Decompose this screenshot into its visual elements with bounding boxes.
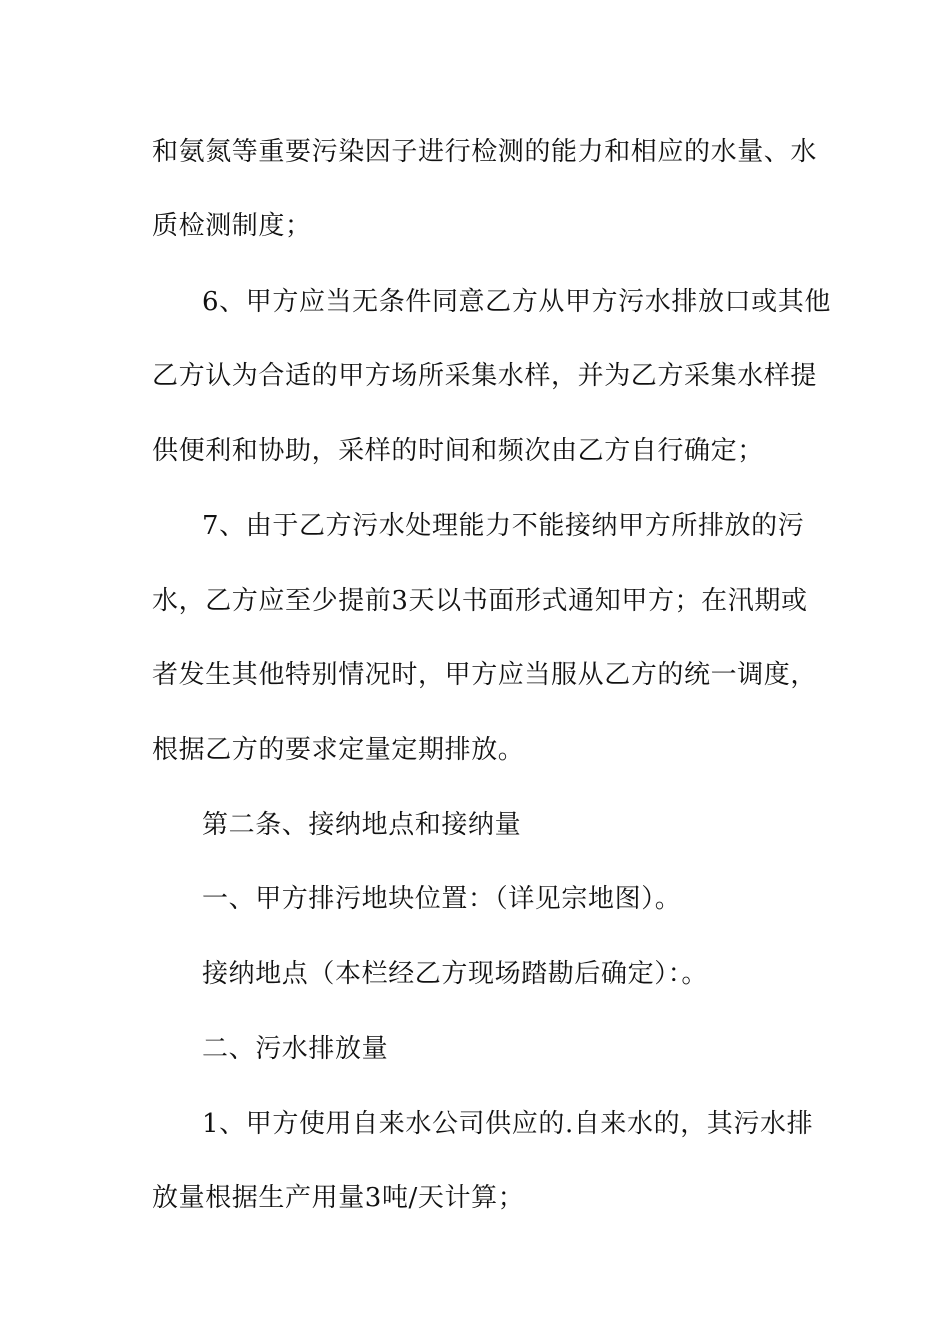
paragraph-6-line: 6、甲方应当无条件同意乙方从甲方污水排放口或其他 [202, 287, 831, 317]
text-line: 乙方认为合适的甲方场所采集水样，并为乙方采集水样提 [152, 361, 818, 391]
text-line: 水，乙方应至少提前3天以书面形式通知甲方；在汛期或 [152, 586, 808, 616]
paragraph-1-line: 1、甲方使用自来水公司供应的.自来水的，其污水排 [202, 1109, 814, 1139]
text-line: 根据乙方的要求定量定期排放。 [152, 735, 525, 765]
subsection-heading: 二、污水排放量 [202, 1034, 389, 1064]
text-line: 质检测制度； [152, 211, 312, 241]
section-heading: 第二条、接纳地点和接纳量 [202, 810, 522, 840]
subsection-line: 一、甲方排污地块位置：（详见宗地图）。 [202, 884, 682, 914]
text-line: 供便利和协助，采样的时间和频次由乙方自行确定； [152, 436, 764, 466]
text-line: 接纳地点（本栏经乙方现场踏勘后确定）：。 [202, 959, 709, 989]
paragraph-7-line: 7、由于乙方污水处理能力不能接纳甲方所排放的污 [202, 511, 805, 541]
text-line: 和氨氮等重要污染因子进行检测的能力和相应的水量、水 [152, 137, 818, 167]
text-line: 放量根据生产用量3吨/天计算； [152, 1183, 525, 1213]
text-line: 者发生其他特别情况时，甲方应当服从乙方的统一调度， [152, 660, 818, 690]
